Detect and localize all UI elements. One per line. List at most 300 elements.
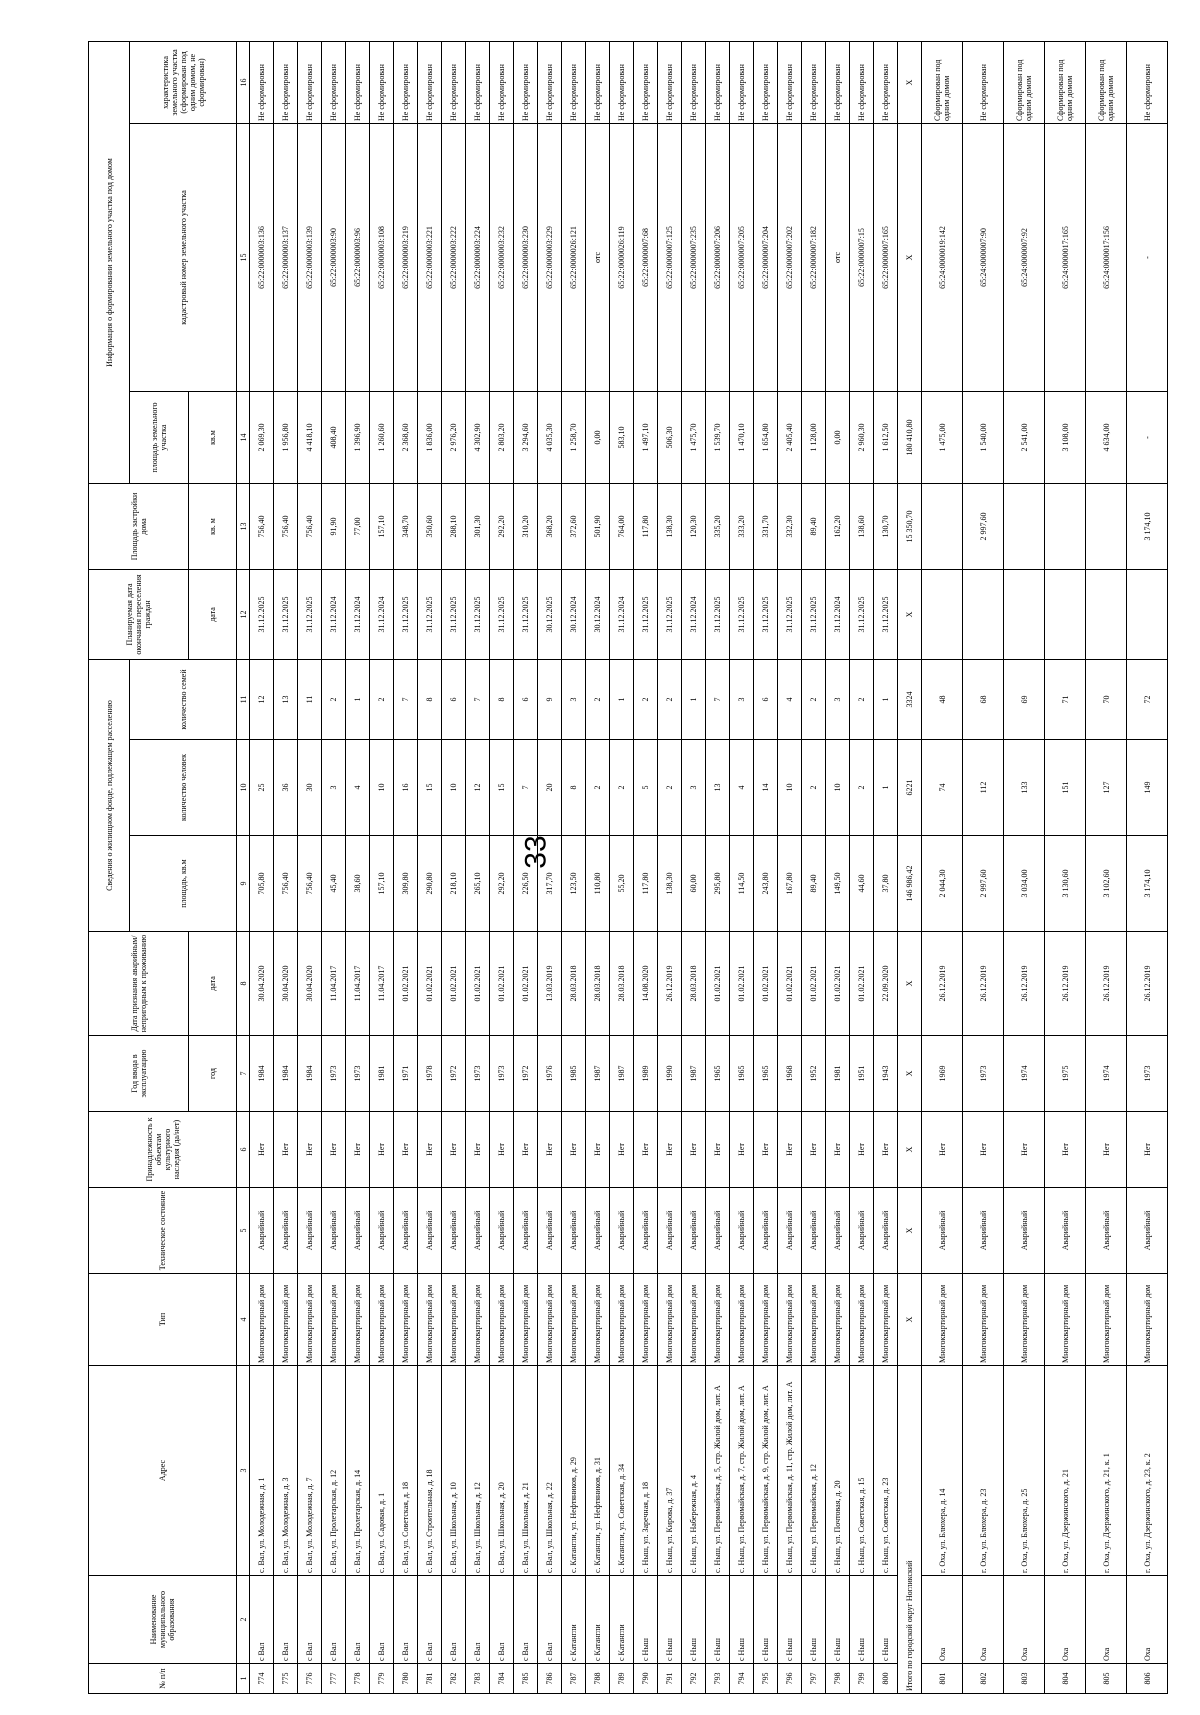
cell-planned-date: 31.12.2025: [490, 570, 514, 660]
cell-families: 72: [1127, 660, 1168, 740]
cell-land-area: 1 540,00: [963, 392, 1004, 484]
cell-cadastral: 65:22:0000007:205: [730, 124, 754, 392]
cell-n: 777: [322, 1664, 346, 1694]
cell-type: Многоквартирный дом: [658, 1274, 682, 1366]
cell-area: 2 997,60: [963, 836, 1004, 932]
table-row: [394, 41, 418, 1693]
cell-cadastral: 65:22:0000003:222: [442, 124, 466, 392]
cell-municipality: с Вал: [442, 1576, 466, 1664]
cell-year: 1987: [610, 1036, 634, 1112]
cell-land-area: 2 803,20: [490, 392, 514, 484]
cell-characteristic: Не сформирован: [874, 41, 898, 123]
cell-year: 1951: [850, 1036, 874, 1112]
cell-municipality: с Вал: [538, 1576, 562, 1664]
header-year-group: Год ввода в эксплуатацию: [89, 1036, 189, 1112]
cell-year: 1989: [634, 1036, 658, 1112]
cell-cadastral: 65:22:0000007:235: [682, 124, 706, 392]
column-number: 6: [237, 1112, 250, 1188]
cell-condition: Аварийный: [1045, 1188, 1086, 1274]
cell-cadastral: 65:22:0000003:229: [538, 124, 562, 392]
cell-area: 114,50: [730, 836, 754, 932]
cell-type: Многоквартирный дом: [346, 1274, 370, 1366]
cell-people: 74: [922, 740, 963, 836]
table-row: [802, 41, 826, 1693]
cell-municipality: с Ныш: [634, 1576, 658, 1664]
cell-built-area: 292,20: [490, 484, 514, 570]
cell-cadastral: -: [1127, 124, 1168, 392]
cell-planned-date: [1045, 570, 1086, 660]
cell-condition: Аварийный: [274, 1188, 298, 1274]
header-municipality: Наименование муниципального образования: [89, 1576, 237, 1664]
cell-municipality: с Ныш: [802, 1576, 826, 1664]
table-row: [610, 41, 634, 1693]
cell-cadastral: 65:22:0000003:224: [466, 124, 490, 392]
cell-recognition-date: 26.12.2019: [1045, 932, 1086, 1036]
cell-area: 2 044,30: [922, 836, 963, 932]
cell-cadastral: 65:22:0000007:202: [778, 124, 802, 392]
total-area: 146 986,42: [898, 836, 922, 932]
cell-people: 25: [250, 740, 274, 836]
cell-condition: Аварийный: [346, 1188, 370, 1274]
total-x: X: [898, 570, 922, 660]
cell-families: 13: [274, 660, 298, 740]
cell-municipality: с Ныш: [826, 1576, 850, 1664]
header-area: площадь, кв.м: [130, 836, 237, 932]
cell-n: 778: [346, 1664, 370, 1694]
cell-type: Многоквартирный дом: [963, 1274, 1004, 1366]
cell-address: с. Ныш, ул. Советская, д. 15: [850, 1366, 874, 1576]
cell-land-area: 1 654,80: [754, 392, 778, 484]
cell-year: 1987: [586, 1036, 610, 1112]
cell-characteristic: Не сформирован: [682, 41, 706, 123]
cell-year: 1968: [778, 1036, 802, 1112]
cell-area: 123,50: [562, 836, 586, 932]
cell-characteristic: Не сформирован: [322, 41, 346, 123]
cell-condition: Аварийный: [778, 1188, 802, 1274]
cell-condition: Аварийный: [922, 1188, 963, 1274]
table-row: [658, 41, 682, 1693]
cell-year: 1965: [706, 1036, 730, 1112]
cell-area: 705,80: [250, 836, 274, 932]
cell-area: 149,50: [826, 836, 850, 932]
cell-type: Многоквартирный дом: [730, 1274, 754, 1366]
cell-built-area: 77,00: [346, 484, 370, 570]
cell-people: 7: [514, 740, 538, 836]
cell-type: Многоквартирный дом: [274, 1274, 298, 1366]
cell-municipality: с Вал: [370, 1576, 394, 1664]
cell-people: 10: [370, 740, 394, 836]
cell-people: 127: [1086, 740, 1127, 836]
cell-cadastral: 65:24:0000007:92: [1004, 124, 1045, 392]
cell-characteristic: Не сформирован: [466, 41, 490, 123]
cell-condition: Аварийный: [874, 1188, 898, 1274]
cell-year: 1976: [538, 1036, 562, 1112]
column-number: 3: [237, 1366, 250, 1576]
cell-land-area: 1 956,80: [274, 392, 298, 484]
cell-area: 317,70: [538, 836, 562, 932]
column-number: 5: [237, 1188, 250, 1274]
cell-municipality: с Вал: [490, 1576, 514, 1664]
header-condition: Техническое состояние: [89, 1188, 237, 1274]
cell-families: 3: [826, 660, 850, 740]
total-x: X: [898, 124, 922, 392]
cell-built-area: 333,20: [730, 484, 754, 570]
cell-area: 45,40: [322, 836, 346, 932]
cell-families: 8: [490, 660, 514, 740]
table-row: [514, 41, 538, 1693]
cell-characteristic: Не сформирован: [514, 41, 538, 123]
cell-cadastral: 65:22:0000003:139: [298, 124, 322, 392]
cell-people: 20: [538, 740, 562, 836]
cell-n: 783: [466, 1664, 490, 1694]
cell-municipality: с Ныш: [778, 1576, 802, 1664]
cell-recognition-date: 28.03.2018: [682, 932, 706, 1036]
cell-land-area: 2 960,30: [850, 392, 874, 484]
cell-area: 167,80: [778, 836, 802, 932]
cell-built-area: [1004, 484, 1045, 570]
table-row: [706, 41, 730, 1693]
cell-condition: Аварийный: [538, 1188, 562, 1274]
cell-cadastral: 65:22:0000003:136: [250, 124, 274, 392]
cell-n: 793: [706, 1664, 730, 1694]
cell-condition: Аварийный: [826, 1188, 850, 1274]
cell-land-area: 1 539,70: [706, 392, 730, 484]
cell-recognition-date: 01.02.2021: [394, 932, 418, 1036]
cell-built-area: 310,20: [514, 484, 538, 570]
cell-municipality: с Катангли: [586, 1576, 610, 1664]
cell-families: 7: [466, 660, 490, 740]
cell-condition: Аварийный: [562, 1188, 586, 1274]
cell-characteristic: Сформирован под одним домом: [922, 41, 963, 123]
cell-municipality: с Ныш: [850, 1576, 874, 1664]
column-number: 15: [237, 124, 250, 392]
cell-people: 10: [442, 740, 466, 836]
cell-families: 2: [658, 660, 682, 740]
cell-n: 806: [1127, 1664, 1168, 1694]
cell-type: Многоквартирный дом: [874, 1274, 898, 1366]
cell-families: 70: [1086, 660, 1127, 740]
table-row: [1127, 41, 1168, 1693]
cell-address: г. Оха, ул. Дзержинского, д. 21: [1045, 1366, 1086, 1576]
cell-municipality: с Ныш: [730, 1576, 754, 1664]
cell-recognition-date: 14.08.2020: [634, 932, 658, 1036]
header-row-1: [89, 41, 130, 1693]
cell-land-area: 1 475,00: [922, 392, 963, 484]
cell-recognition-date: 26.12.2019: [922, 932, 963, 1036]
total-families: 3324: [898, 660, 922, 740]
cell-built-area: 764,00: [610, 484, 634, 570]
cell-area: 243,80: [754, 836, 778, 932]
cell-type: Многоквартирный дом: [538, 1274, 562, 1366]
cell-recognition-date: 01.02.2021: [418, 932, 442, 1036]
cell-recognition-date: 01.02.2021: [802, 932, 826, 1036]
header-land-area: площадь земельного участка: [130, 392, 189, 484]
cell-built-area: 117,80: [634, 484, 658, 570]
cell-people: 2: [586, 740, 610, 836]
cell-people: 2: [658, 740, 682, 836]
header-recognition-date: дата: [189, 932, 237, 1036]
cell-people: 36: [274, 740, 298, 836]
cell-condition: Аварийный: [442, 1188, 466, 1274]
cell-land-area: 1 260,60: [370, 392, 394, 484]
cell-people: 133: [1004, 740, 1045, 836]
cell-municipality: с Вал: [346, 1576, 370, 1664]
cell-families: 71: [1045, 660, 1086, 740]
cell-address: с. Ныш, ул. Кирова, д. 37: [658, 1366, 682, 1576]
cell-families: 4: [778, 660, 802, 740]
cell-characteristic: Сформирован под одним домом: [1045, 41, 1086, 123]
cell-characteristic: Не сформирован: [610, 41, 634, 123]
table-row: [682, 41, 706, 1693]
cell-heritage: Нет: [490, 1112, 514, 1188]
column-number: 4: [237, 1274, 250, 1366]
cell-recognition-date: 30.04.2020: [274, 932, 298, 1036]
cell-address: с. Вал, ул. Школьная, д. 22: [538, 1366, 562, 1576]
cell-condition: Аварийный: [490, 1188, 514, 1274]
cell-land-area: 3 294,60: [514, 392, 538, 484]
cell-land-area: 1 258,70: [562, 392, 586, 484]
cell-planned-date: 31.12.2025: [730, 570, 754, 660]
cell-characteristic: Не сформирован: [394, 41, 418, 123]
cell-heritage: Нет: [514, 1112, 538, 1188]
column-number-row: [237, 41, 250, 1693]
cell-people: 4: [730, 740, 754, 836]
column-number: 2: [237, 1576, 250, 1664]
cell-n: 799: [850, 1664, 874, 1694]
cell-land-area: 2 405,40: [778, 392, 802, 484]
cell-area: 138,30: [658, 836, 682, 932]
cell-area: 37,80: [874, 836, 898, 932]
table-row: [1045, 41, 1086, 1693]
cell-characteristic: Не сформирован: [274, 41, 298, 123]
cell-n: 798: [826, 1664, 850, 1694]
cell-cadastral: 65:22:0000003:90: [322, 124, 346, 392]
cell-type: Многоквартирный дом: [634, 1274, 658, 1366]
cell-condition: Аварийный: [298, 1188, 322, 1274]
cell-built-area: 138,60: [850, 484, 874, 570]
table-row: [778, 41, 802, 1693]
cell-people: 15: [418, 740, 442, 836]
cell-condition: Аварийный: [850, 1188, 874, 1274]
cell-cadastral: 65:22:0000003:232: [490, 124, 514, 392]
cell-families: 2: [634, 660, 658, 740]
cell-planned-date: 31.12.2025: [250, 570, 274, 660]
cell-cadastral: 65:22:0000003:137: [274, 124, 298, 392]
cell-characteristic: Не сформирован: [250, 41, 274, 123]
cell-land-area: 3 108,00: [1045, 392, 1086, 484]
table-row: [274, 41, 298, 1693]
cell-families: 2: [322, 660, 346, 740]
cell-municipality: Оха: [1004, 1576, 1045, 1664]
column-number: 7: [237, 1036, 250, 1112]
cell-built-area: 756,40: [298, 484, 322, 570]
cell-condition: Аварийный: [1127, 1188, 1168, 1274]
cell-type: Многоквартирный дом: [802, 1274, 826, 1366]
cell-type: Многоквартирный дом: [850, 1274, 874, 1366]
cell-n: 805: [1086, 1664, 1127, 1694]
cell-families: 2: [370, 660, 394, 740]
cell-cadastral: 65:22:0000007:68: [634, 124, 658, 392]
cell-heritage: Нет: [418, 1112, 442, 1188]
cell-planned-date: 31.12.2025: [394, 570, 418, 660]
cell-address: с. Вал, ул. Пролетарская, д. 14: [346, 1366, 370, 1576]
table-row: [874, 41, 898, 1693]
cell-type: Многоквартирный дом: [706, 1274, 730, 1366]
cell-planned-date: 31.12.2025: [802, 570, 826, 660]
cell-planned-date: 31.12.2025: [754, 570, 778, 660]
cell-planned-date: 31.12.2024: [610, 570, 634, 660]
cell-type: Многоквартирный дом: [466, 1274, 490, 1366]
cell-area: 3 102,60: [1086, 836, 1127, 932]
cell-year: 1981: [826, 1036, 850, 1112]
cell-municipality: с Катангли: [610, 1576, 634, 1664]
cell-n: 774: [250, 1664, 274, 1694]
cell-condition: Аварийный: [370, 1188, 394, 1274]
cell-year: 1973: [322, 1036, 346, 1112]
table-row: [370, 41, 394, 1693]
table-row: [730, 41, 754, 1693]
cell-address: с. Вал, ул. Школьная, д. 20: [490, 1366, 514, 1576]
cell-characteristic: Сформирован под одним домом: [1004, 41, 1045, 123]
cell-built-area: 288,10: [442, 484, 466, 570]
cell-land-area: 506,30: [658, 392, 682, 484]
cell-area: 60,00: [682, 836, 706, 932]
cell-type: Многоквартирный дом: [922, 1274, 963, 1366]
cell-type: Многоквартирный дом: [250, 1274, 274, 1366]
cell-municipality: Оха: [963, 1576, 1004, 1664]
header-land-group: Информация о формировании земельного участка под домом: [89, 41, 130, 483]
cell-recognition-date: 11.04.2017: [322, 932, 346, 1036]
cell-municipality: с Ныш: [658, 1576, 682, 1664]
column-number: 10: [237, 740, 250, 836]
cell-land-area: 1 470,10: [730, 392, 754, 484]
cell-condition: Аварийный: [322, 1188, 346, 1274]
cell-families: 68: [963, 660, 1004, 740]
cell-land-area: 1 497,10: [634, 392, 658, 484]
cell-land-area: 4 302,90: [466, 392, 490, 484]
cell-type: Многоквартирный дом: [1004, 1274, 1045, 1366]
cell-planned-date: 31.12.2025: [874, 570, 898, 660]
cell-built-area: 501,90: [586, 484, 610, 570]
cell-heritage: Нет: [922, 1112, 963, 1188]
cell-people: 3: [322, 740, 346, 836]
cell-municipality: Оха: [1086, 1576, 1127, 1664]
cell-year: 1987: [682, 1036, 706, 1112]
table-row: [1004, 41, 1045, 1693]
column-number: 11: [237, 660, 250, 740]
cell-area: 756,40: [298, 836, 322, 932]
column-number: 12: [237, 570, 250, 660]
cell-land-area: 2 976,20: [442, 392, 466, 484]
cell-families: 2: [586, 660, 610, 740]
cell-heritage: Нет: [322, 1112, 346, 1188]
cell-type: Многоквартирный дом: [1127, 1274, 1168, 1366]
cell-condition: Аварийный: [514, 1188, 538, 1274]
cell-year: 1952: [802, 1036, 826, 1112]
cell-built-area: 372,60: [562, 484, 586, 570]
cell-year: 1984: [274, 1036, 298, 1112]
cell-n: 779: [370, 1664, 394, 1694]
cell-recognition-date: 30.04.2020: [298, 932, 322, 1036]
table-body: [250, 41, 1168, 1693]
cell-heritage: Нет: [538, 1112, 562, 1188]
column-number: 13: [237, 484, 250, 570]
cell-municipality: с Вал: [322, 1576, 346, 1664]
cell-cadastral: 65:22:0000026:119: [610, 124, 634, 392]
cell-land-area: 4 035,30: [538, 392, 562, 484]
cell-land-area: 0,00: [826, 392, 850, 484]
cell-type: Многоквартирный дом: [298, 1274, 322, 1366]
cell-year: 1974: [1004, 1036, 1045, 1112]
cell-built-area: 162,20: [826, 484, 850, 570]
cell-address: с. Вал, ул. Советская, д. 18: [394, 1366, 418, 1576]
cell-recognition-date: 01.02.2021: [730, 932, 754, 1036]
cell-people: 12: [466, 740, 490, 836]
cell-type: Многоквартирный дом: [394, 1274, 418, 1366]
cell-municipality: с Вал: [466, 1576, 490, 1664]
cell-address: с. Вал, ул. Пролетарская, д. 12: [322, 1366, 346, 1576]
cell-cadastral: 65:24:0000017:165: [1045, 124, 1086, 392]
cell-recognition-date: 28.03.2018: [586, 932, 610, 1036]
scanned-table-sheet: [88, 42, 1152, 1694]
cell-built-area: [922, 484, 963, 570]
cell-recognition-date: 01.02.2021: [490, 932, 514, 1036]
cell-cadastral: 65:22:0000007:206: [706, 124, 730, 392]
cell-cadastral: 65:22:0000007:165: [874, 124, 898, 392]
cell-condition: Аварийный: [706, 1188, 730, 1274]
cell-heritage: Нет: [1004, 1112, 1045, 1188]
cell-recognition-date: 01.02.2021: [850, 932, 874, 1036]
cell-address: с. Ныш, ул. Советская, д. 23: [874, 1366, 898, 1576]
cell-people: 10: [826, 740, 850, 836]
cell-n: 780: [394, 1664, 418, 1694]
cell-characteristic: Не сформирован: [754, 41, 778, 123]
cell-condition: Аварийный: [963, 1188, 1004, 1274]
table-row: [250, 41, 274, 1693]
cell-built-area: 350,60: [418, 484, 442, 570]
cell-address: с. Вал, ул. Молодежная, д. 3: [274, 1366, 298, 1576]
cell-type: Многоквартирный дом: [562, 1274, 586, 1366]
cell-heritage: Нет: [706, 1112, 730, 1188]
cell-heritage: Нет: [754, 1112, 778, 1188]
cell-planned-date: 31.12.2025: [418, 570, 442, 660]
cell-characteristic: Не сформирован: [1127, 41, 1168, 123]
cell-area: 55,20: [610, 836, 634, 932]
cell-built-area: 138,30: [658, 484, 682, 570]
cell-land-area: 4 634,00: [1086, 392, 1127, 484]
cell-people: 2: [850, 740, 874, 836]
cell-planned-date: 31.12.2024: [826, 570, 850, 660]
total-x: X: [898, 1188, 922, 1274]
cell-cadastral: 65:22:0000003:230: [514, 124, 538, 392]
total-label: Итого по городской округ Ногликский: [898, 1366, 922, 1694]
cell-cadastral: 65:24:0000007:90: [963, 124, 1004, 392]
cell-built-area: 2 997,60: [963, 484, 1004, 570]
cell-year: 1972: [514, 1036, 538, 1112]
cell-area: 157,10: [370, 836, 394, 932]
cell-address: с. Вал, ул. Школьная, д. 12: [466, 1366, 490, 1576]
cell-families: 48: [922, 660, 963, 740]
cell-families: 7: [706, 660, 730, 740]
cell-families: 1: [682, 660, 706, 740]
total-x: X: [898, 932, 922, 1036]
cell-municipality: Оха: [1127, 1576, 1168, 1664]
cell-year: 1978: [418, 1036, 442, 1112]
cell-land-area: 1 128,00: [802, 392, 826, 484]
cell-people: 16: [394, 740, 418, 836]
cell-characteristic: Не сформирован: [850, 41, 874, 123]
cell-families: 6: [514, 660, 538, 740]
